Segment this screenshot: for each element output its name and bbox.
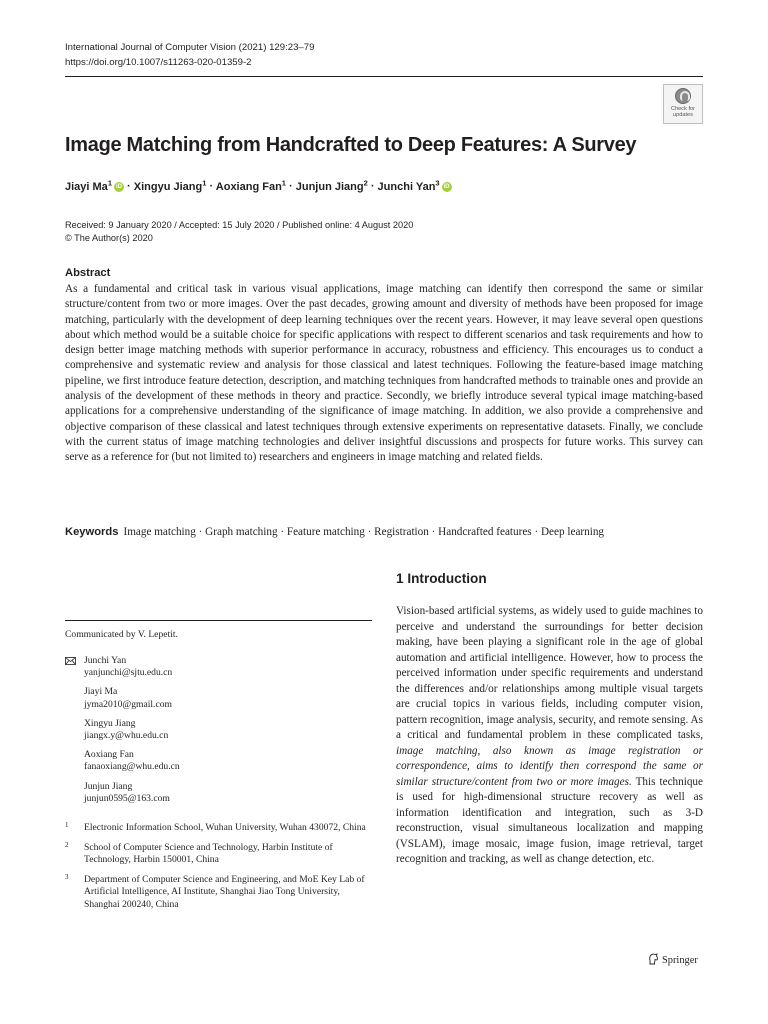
affiliation-number: 1 [65,821,69,829]
section-heading-introduction: 1 Introduction [396,571,487,586]
contact-name: Jiayi Ma [84,686,118,698]
doi-link[interactable]: https://doi.org/10.1007/s11263-020-01359-2 [65,57,252,68]
publisher-logo: Springer [648,953,698,966]
contact-name: Xingyu Jiang [84,717,136,729]
contact-entry [65,686,180,710]
affiliation: 3 Department of Computer Science and Engineering, and MoE Key Lab of Artificial Intelligence, AI Institute, Shanghai Jiao Tong University, Shanghai 200240, China [65,872,365,910]
contact-email[interactable]: junjun0595@163.com [84,792,170,804]
contact-entry [65,655,180,679]
publication-dates: Received: 9 January 2020 / Accepted: 15 July 2020 / Published online: 4 August 2020 © The Author(s) 2020 [65,220,414,243]
affiliation-number: 3 [65,872,69,881]
springer-horse-icon [648,953,659,965]
badge-text: Check for updates [671,106,695,118]
author: Xingyu Jiang$^1$ [133,178,207,193]
contact-list [65,655,180,812]
affiliation: 1 Electronic Information School, Wuhan University, Wuhan 430072, China [65,821,366,833]
footnote-divider [65,620,372,621]
abstract-text: As a fundamental and critical task in various visual applications, image matching can identify then correspond the same or similar structure/content from two or more images. Over the past decades, growing amount and diversity of methods have been proposed for image matching, particularly with the development of deep learning techniques over the recent years. However, it may leave several open questions about which method would be a suitable choice for specific applications with respect to different scenarios and task requirements and how to design better image matching methods with superior performance in accuracy, robustness and efficiency. This encourages us to conduct a comprehensive and systematic review and analysis for those classical and latest techniques. Following the feature-based image matching pipeline, we first introduce feature detection, description, and matching techniques from handcrafted methods to trainable ones and provide an analysis of the development of these methods in theory and practice. Secondly, we briefly introduce several typical image matching-based applications for a comprehensive understanding of the significance of image matching. In addition, we also provide a comprehensive and objective comparison of these classical and latest techniques through extensive experiments on representative datasets. Finally, we conclude with the current status of image matching technologies and deliver insightful discussions and prospects for future works. This survey can serve as a reference for (but not limited to) researchers and engineers in image matching and related fields. [65,283,703,464]
paper-title: Image Matching from Handcrafted to Deep Features: A Survey [65,134,637,156]
communicated-by: Communicated by V. Lepetit. [65,629,178,640]
orcid-icon[interactable]: iD [115,183,122,190]
check-for-updates-badge[interactable] [663,84,703,124]
introduction-text: Vision-based artificial systems, as widely used to guide machines to perceive and understand the surroundings for better decision making, have been playing a significant role in the age of global automation and artificial intelligence. However, how to process the perceived information under specific requirements and understand the differences and/or relationships among multiple visual targets are crucial topics in various fields, including computer vision, pattern recognition, image analysis, security, and remote sensing. As a critical and fundamental problem in these complicated tasks, image matching, also known as image registration or correspondence, aims to identify then correspond the same or similar structure/content from two or more images. This technique is used for high-dimensional structure recovery as well as information identification and integration, such as 3-D reconstruction, visual simultaneous localization and mapping (VSLAM), image mosaic, image fusion, image retrieval, target recognition and tracking, as well as change detection, etc. [396,605,703,865]
contact-entry [65,781,180,805]
contact-entry [65,749,180,773]
author: Junjun Jiang$^2$ [295,178,368,193]
envelope-icon [65,657,76,665]
author: Jiayi Ma$^1$ iD [65,178,122,193]
contact-name: Aoxiang Fan [84,749,134,761]
abstract-heading: Abstract [65,267,111,279]
keywords-list: Image matching · Graph matching · Feature matching · Registration · Handcrafted features · Deep learning [123,526,605,538]
orcid-icon[interactable]: iD [443,183,450,190]
keywords [65,526,604,538]
affiliation-number: 2 [65,840,69,849]
contact-email[interactable]: jyma2010@gmail.com [84,698,172,710]
header-divider [65,76,703,77]
contact-email[interactable]: jiangx.y@whu.edu.cn [84,730,169,742]
definition-emphasis: image matching, also known as image registration or correspondence, aims to identify then correspond the same or similar structure/content from two or more images. [396,744,703,788]
check-for-updates-icon [675,88,691,104]
author-list: Jiayi Ma$^1$ iD · Xingyu Jiang$^1$ · Aoxiang Fan$^1$ · Junjun Jiang$^2$ · Junchi Yan$^3$ iD [65,178,450,193]
contact-entry [65,718,180,742]
journal-header [65,40,314,70]
author: Junchi Yan$^3$ iD [377,178,450,193]
author: Aoxiang Fan$^1$ [215,178,286,193]
affiliation-list [65,822,374,919]
contact-email[interactable]: yanjunchi@sjtu.edu.cn [84,667,173,679]
affiliation: 2 School of Computer Science and Technology, Harbin Institute of Technology, Harbin 150001, China [65,840,333,866]
contact-name: Junjun Jiang [84,780,133,792]
keywords-heading: Keywords [65,526,119,538]
contact-email[interactable]: fanaoxiang@whu.edu.cn [84,761,180,773]
contact-name: Junchi Yan [84,655,127,666]
journal-citation: International Journal of Computer Vision (2021) 129:23–79 [65,42,315,53]
